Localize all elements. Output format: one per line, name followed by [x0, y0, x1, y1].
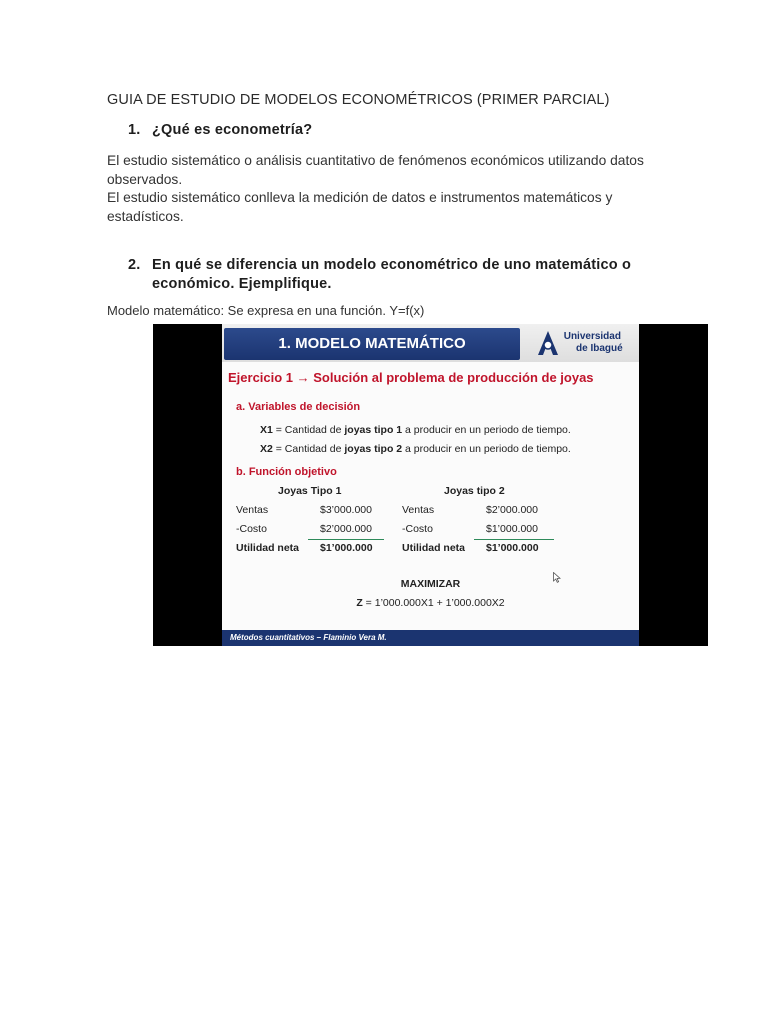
university-name-line-1: Universidad — [563, 331, 621, 342]
maximize-label: MAXIMIZAR — [400, 578, 461, 590]
university-name — [562, 331, 623, 355]
answer-1-paragraph-1: El estudio sistemático o análisis cuantitativo de fenómenos económicos utilizando datos observados. — [107, 153, 644, 187]
formula-rest: = 1’000.000X1 + 1’000.000X2 — [362, 597, 505, 609]
table-2-total-label: Utilidad neta — [402, 542, 466, 554]
objective-formula — [222, 597, 639, 609]
table-1-total-label: Utilidad neta — [236, 542, 300, 554]
variable-x1-bold: joyas tipo 1 — [344, 424, 403, 436]
table-1-value: $3’000.000 — [320, 504, 372, 516]
table-2-header: Joyas tipo 2 — [444, 485, 505, 497]
table-2-label: -Costo — [402, 523, 433, 535]
document-title: GUIA DE ESTUDIO DE MODELOS ECONOMÉTRICOS (PRIMER PARCIAL) — [107, 92, 610, 108]
embedded-slide-image — [153, 324, 708, 646]
table-1-header: Joyas Tipo 1 — [278, 485, 342, 497]
table-1-value: $2’000.000 — [320, 523, 372, 535]
variable-x2 — [260, 443, 571, 455]
variable-x2-post: a producir en un periodo de tiempo. — [402, 443, 571, 455]
formula-z: Z — [356, 597, 363, 609]
section-a-title: a. Variables de decisión — [236, 401, 361, 413]
variable-x2-pre: = Cantidad de — [272, 443, 345, 455]
university-emblem-icon — [536, 330, 560, 356]
table-2-total-value: $1’000.000 — [486, 542, 539, 554]
model-caption: Modelo matemático: Se expresa en una función. Y=f(x) — [107, 303, 425, 318]
table-2-label: Ventas — [402, 504, 435, 516]
variable-x1-pre: = Cantidad de — [272, 424, 345, 436]
question-2-heading — [128, 256, 652, 294]
variable-x2-name: X2 — [260, 443, 273, 455]
slide-footer: Métodos cuantitativos – Flaminio Vera M. — [222, 630, 639, 646]
table-1-label: -Costo — [236, 523, 267, 535]
variable-x2-bold: joyas tipo 2 — [344, 443, 403, 455]
slide — [222, 324, 639, 646]
university-name-line-2: de Ibagué — [576, 343, 623, 354]
table-1-total-value: $1’000.000 — [320, 542, 373, 554]
variable-x1 — [260, 424, 571, 436]
variable-x1-name: X1 — [260, 424, 273, 436]
table-1-divider — [308, 539, 384, 540]
question-1-heading — [128, 122, 312, 138]
table-1-label: Ventas — [236, 504, 269, 516]
slide-title: 1. MODELO MATEMÁTICO — [224, 328, 520, 360]
table-2-divider — [474, 539, 554, 540]
section-b-title: b. Función objetivo — [236, 466, 337, 478]
slide-header — [222, 324, 639, 362]
exercise-title: Ejercicio 1 → Solución al problema de producción de joyas — [228, 370, 594, 385]
question-1-text: ¿Qué es econometría? — [152, 122, 313, 138]
question-2-number: 2. — [128, 257, 141, 273]
table-2-value: $1’000.000 — [486, 523, 538, 535]
university-logo — [536, 330, 636, 358]
question-2-text: En qué se diferencia un modelo econométrico de uno matemático o económico. Ejemplifique. — [152, 257, 632, 292]
table-2-value: $2’000.000 — [486, 504, 538, 516]
question-1-number: 1. — [128, 122, 141, 138]
variable-x1-post: a producir en un periodo de tiempo. — [402, 424, 571, 436]
answer-1-paragraph-2: El estudio sistemático conlleva la medición de datos e instrumentos matemáticos y estadísticos. — [107, 190, 613, 224]
